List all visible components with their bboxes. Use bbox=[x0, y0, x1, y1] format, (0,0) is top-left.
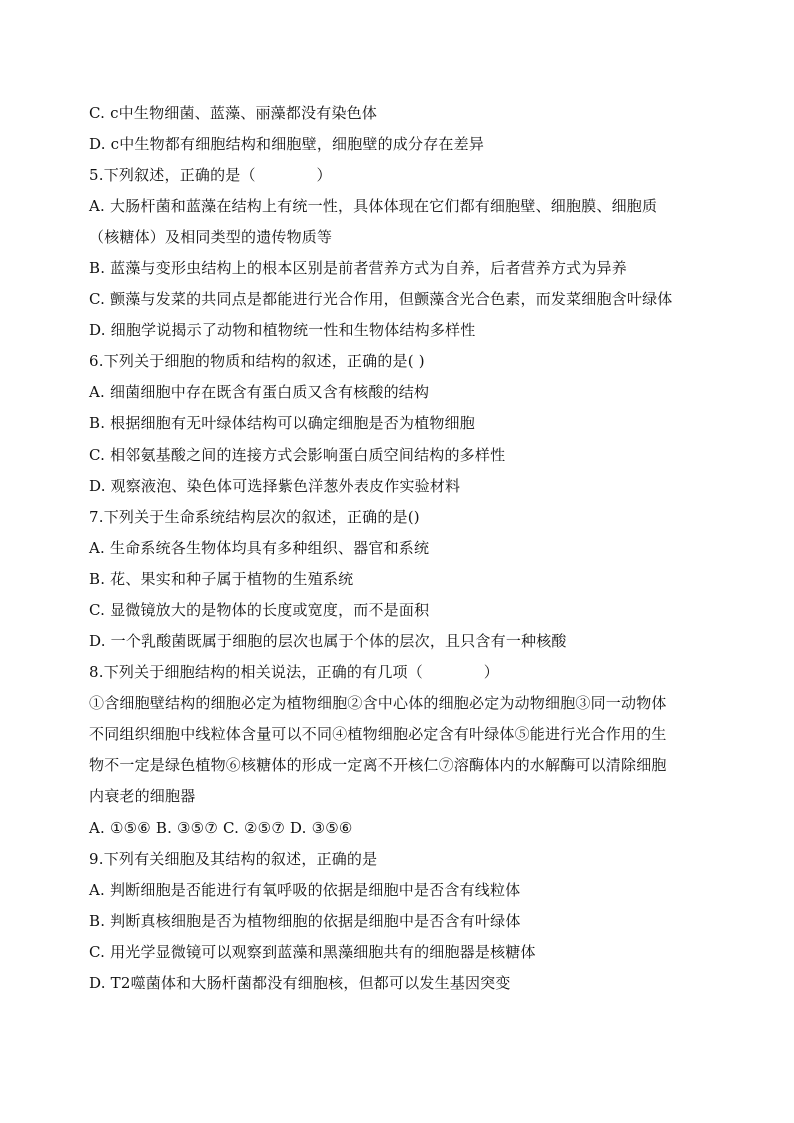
q7-option-d: D. 一个乳酸菌既属于细胞的层次也属于个体的层次，且只含有一种核酸 bbox=[89, 632, 567, 650]
q8-statements-line2: 不同组织细胞中线粒体含量可以不同④植物细胞必定含有叶绿体⑤能进行光合作用的生 bbox=[89, 725, 667, 743]
q8-options: A. ①⑤⑥ B. ③⑤⑦ C. ②⑤⑦ D. ③⑤⑥ bbox=[89, 819, 353, 837]
q8-statements-line1: ①含细胞壁结构的细胞必定为植物细胞②含中心体的细胞必定为动物细胞③同一动物体 bbox=[89, 694, 667, 712]
q9-option-c: C. 用光学显微镜可以观察到蓝藻和黑藻细胞共有的细胞器是核糖体 bbox=[89, 943, 536, 961]
q9-option-b: B. 判断真核细胞是否为植物细胞的依据是细胞中是否含有叶绿体 bbox=[89, 912, 521, 930]
q5-stem: 5.下列叙述，正确的是（ ） bbox=[89, 166, 332, 184]
q7-stem: 7.下列关于生命系统结构层次的叙述，正确的是() bbox=[89, 508, 420, 526]
q8-statements-line4: 内衰老的细胞器 bbox=[89, 787, 196, 805]
q5-option-b: B. 蓝藻与变形虫结构上的根本区别是前者营养方式为自养，后者营养方式为异养 bbox=[89, 259, 627, 277]
q5-option-a-line1: A. 大肠杆菌和蓝藻在结构上有统一性，具体体现在它们都有细胞壁、细胞膜、细胞质 bbox=[89, 197, 658, 215]
q4-option-d: D. c中生物都有细胞结构和细胞壁，细胞壁的成分存在差异 bbox=[89, 135, 485, 153]
q7-option-c: C. 显微镜放大的是物体的长度或宽度，而不是面积 bbox=[89, 601, 430, 619]
q9-option-d: D. T2噬菌体和大肠杆菌都没有细胞核，但都可以发生基因突变 bbox=[89, 974, 511, 992]
q9-stem: 9.下列有关细胞及其结构的叙述，正确的是 bbox=[89, 850, 378, 868]
q5-option-c: C. 颤藻与发菜的共同点是都能进行光合作用，但颤藻含光合色素，而发菜细胞含叶绿体 bbox=[89, 290, 673, 308]
q9-option-a: A. 判断细胞是否能进行有氧呼吸的依据是细胞中是否含有线粒体 bbox=[89, 881, 521, 899]
q7-option-b: B. 花、果实和种子属于植物的生殖系统 bbox=[89, 570, 354, 588]
q7-option-a: A. 生命系统各生物体均具有多种组织、器官和系统 bbox=[89, 539, 430, 557]
q5-option-d: D. 细胞学说揭示了动物和植物统一性和生物体结构多样性 bbox=[89, 321, 476, 339]
q8-statements-line3: 物不一定是绿色植物⑥核糖体的形成一定离不开核仁⑦溶酶体内的水解酶可以清除细胞 bbox=[89, 756, 667, 774]
q4-option-c: C. c中生物细菌、蓝藻、丽藻都没有染色体 bbox=[89, 104, 378, 122]
q6-option-c: C. 相邻氨基酸之间的连接方式会影响蛋白质空间结构的多样性 bbox=[89, 446, 506, 464]
q8-stem: 8.下列关于细胞结构的相关说法，正确的有几项（ ） bbox=[89, 663, 499, 681]
q6-option-a: A. 细菌细胞中存在既含有蛋白质又含有核酸的结构 bbox=[89, 383, 430, 401]
q5-option-a-line2: （核糖体）及相同类型的遗传物质等 bbox=[89, 228, 333, 246]
q6-stem: 6.下列关于细胞的物质和结构的叙述，正确的是( ) bbox=[89, 352, 425, 370]
q6-option-b: B. 根据细胞有无叶绿体结构可以确定细胞是否为植物细胞 bbox=[89, 414, 475, 432]
q6-option-d: D. 观察液泡、染色体可选择紫色洋葱外表皮作实验材料 bbox=[89, 477, 461, 495]
